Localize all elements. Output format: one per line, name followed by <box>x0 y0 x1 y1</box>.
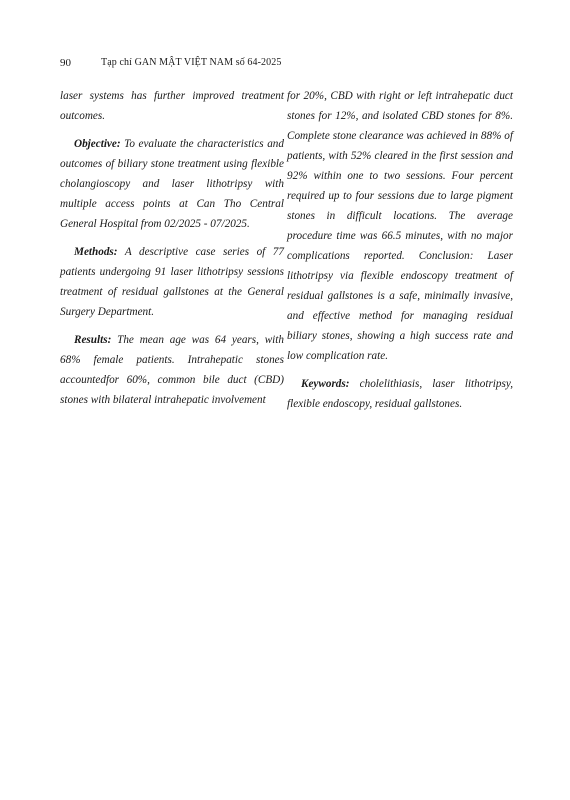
results-continued-paragraph: for 20%, CBD with right or left intrahepatic duct stones for 12%, and isolated CBD stones for 8%. Complete stone clearance was achieved in 88% of patients, with 52% cleared in the first session and 92% within one to two sessions. Four percent required up to four sessions due to large pigment stones in difficult locations. The average procedure time was 66.5 minutes, with no major complications reported. Conclusion: Laser lithotripsy via flexible endoscopy treatment of residual gallstones is a safe, minimally invasive, and effective method for managing residual biliary stones, showing a high success rate and low complication rate. <box>287 90 513 362</box>
keywords-label: Keywords: <box>301 378 350 390</box>
objective-text: To evaluate the characteristics and outcomes of biliary stone treatment using flexible cholangioscopy and laser lithotripsy with multiple access points at Can Tho Central General Hospital from 02/2025 - 07/2025. <box>60 138 284 230</box>
objective-paragraph <box>60 134 284 234</box>
results-label: Results: <box>74 334 112 346</box>
keywords-text: cholelithiasis, laser lithotripsy, flexible endoscopy, residual gallstones. <box>287 378 513 410</box>
results-text: The mean age was 64 years, with 68% female patients. Intrahepatic stones accountedfor 60%, common bile duct (CBD) stones with bilateral intrahepatic involvement <box>60 334 284 406</box>
left-column <box>60 86 284 418</box>
results-paragraph <box>60 330 284 410</box>
page-number: 90 <box>60 57 71 69</box>
intro-paragraph: laser systems has further improved treatment outcomes. <box>60 90 284 122</box>
right-column <box>287 86 513 422</box>
methods-paragraph <box>60 242 284 322</box>
journal-title: Tạp chí GAN MẬT VIỆT NAM số 64-2025 <box>101 57 282 68</box>
objective-label: Objective: <box>74 138 121 150</box>
methods-label: Methods: <box>74 246 118 258</box>
methods-text: A descriptive case series of 77 patients undergoing 91 laser lithotripsy sessions treatment of residual gallstones at the General Surgery Department. <box>60 246 284 318</box>
keywords-paragraph <box>287 374 513 414</box>
